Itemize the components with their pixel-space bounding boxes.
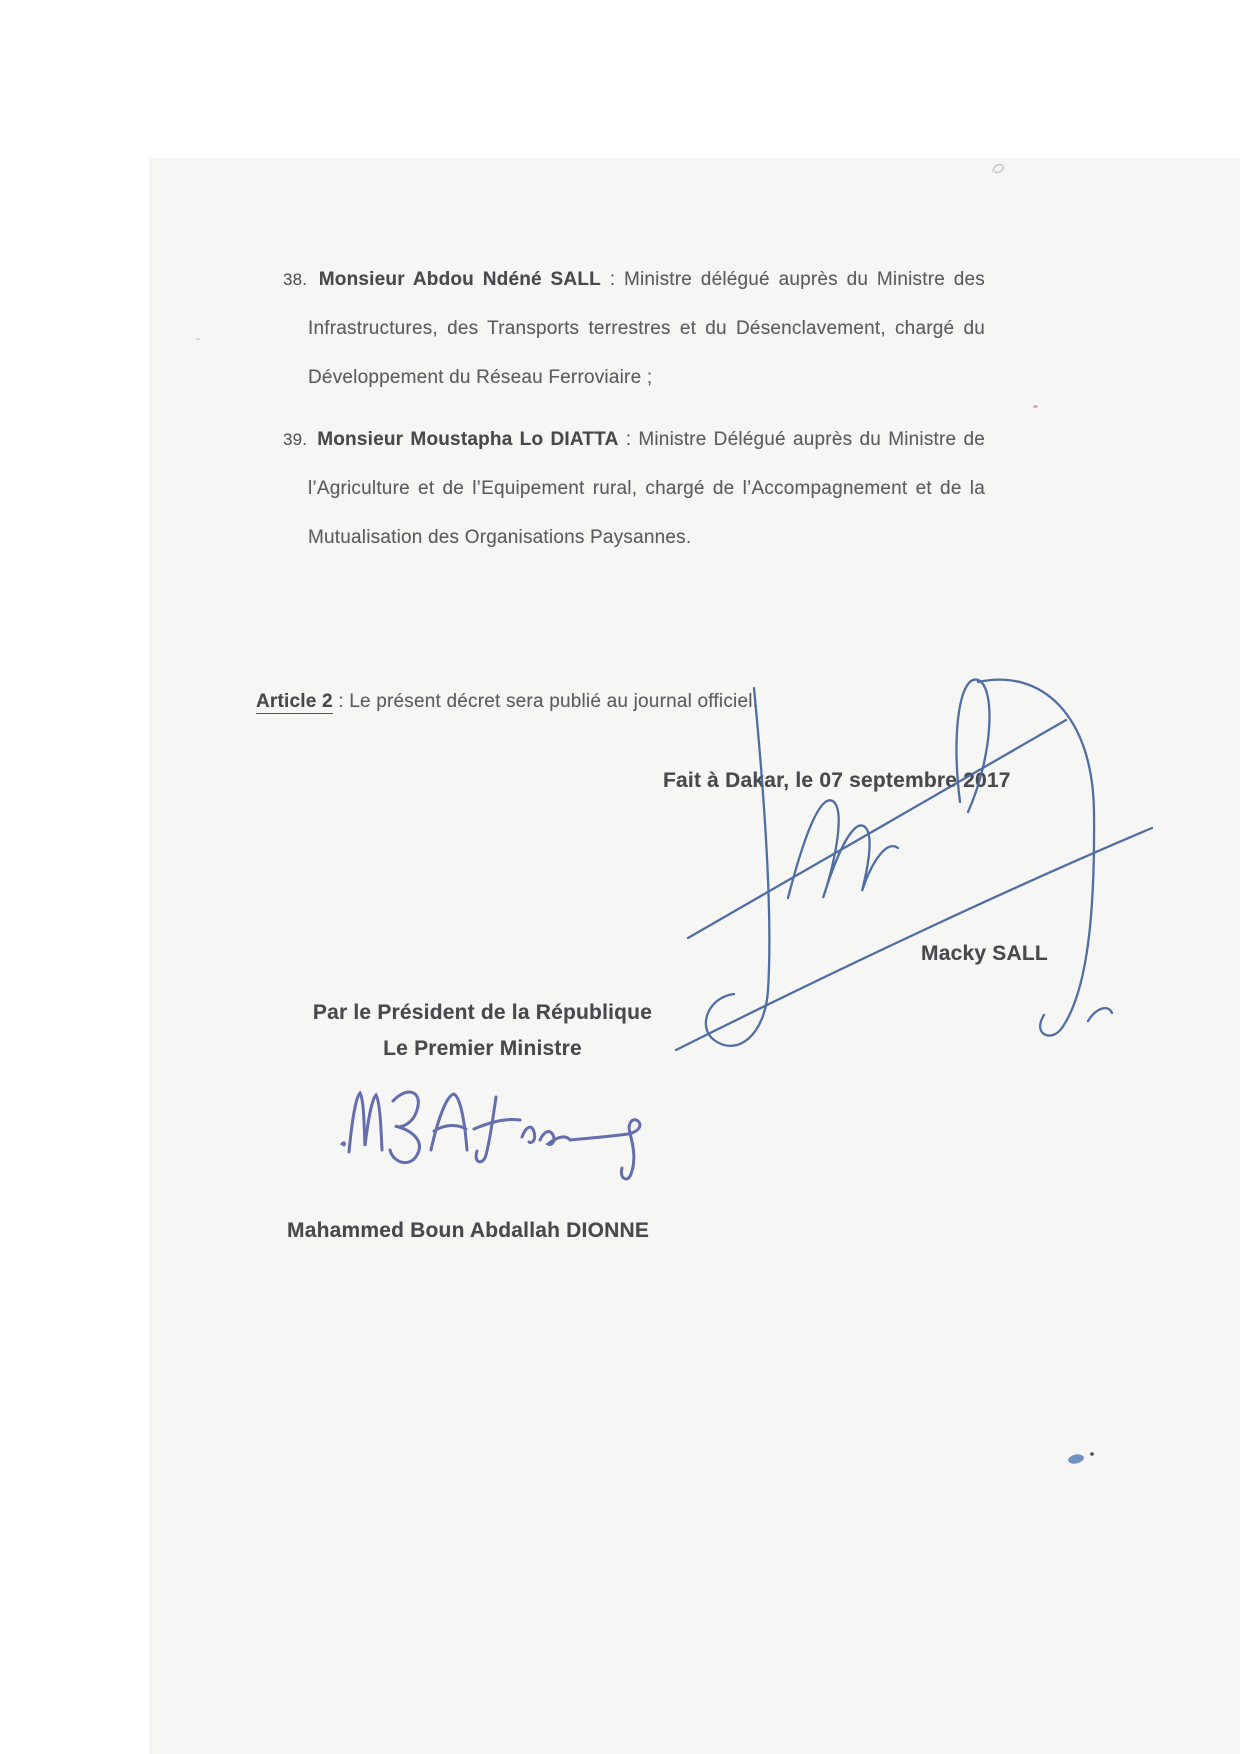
article-2-text: : Le présent décret sera publié au journal officiel. xyxy=(332,691,759,712)
article-2-label: Article 2 xyxy=(256,691,333,712)
list-item-39-line3 xyxy=(308,526,985,550)
president-signature xyxy=(660,660,1160,1060)
minister-title: : Ministre délégué auprès du Ministre des xyxy=(609,269,985,290)
minister-name: Monsieur Moustapha Lo DIATTA xyxy=(317,429,619,450)
scan-smudge-mark xyxy=(990,162,1006,176)
list-item-39-line1 xyxy=(283,428,985,452)
ink-blot-mark xyxy=(1062,1446,1106,1470)
red-speck-mark xyxy=(1033,405,1038,408)
list-number: 39. xyxy=(283,430,308,449)
minister-name: Monsieur Abdou Ndéné SALL xyxy=(318,269,601,290)
list-item-39-line2 xyxy=(308,477,985,501)
dateline: Fait à Dakar, le 07 septembre 2017 xyxy=(663,769,1011,792)
gray-speck-mark xyxy=(196,338,200,340)
president-name: Macky SALL xyxy=(921,942,1048,965)
minister-title-end: Développement du Réseau Ferroviaire ; xyxy=(308,367,653,388)
list-item-38-line1 xyxy=(283,268,985,292)
minister-title-cont: l’Agriculture et de l’Equipement rural, chargé de l’Accompagnement et de la xyxy=(308,478,985,499)
prime-minister-signature xyxy=(300,1080,660,1200)
minister-title-cont: Infrastructures, des Transports terrestres et du Désenclavement, chargé du xyxy=(308,318,985,339)
countersign-line1: Par le Président de la République xyxy=(312,1001,653,1024)
list-item-38-line2 xyxy=(308,317,985,341)
minister-title: : Ministre Délégué auprès du Ministre de xyxy=(625,429,986,450)
pm-name: Mahammed Boun Abdallah DIONNE xyxy=(287,1219,650,1242)
minister-title-end: Mutualisation des Organisations Paysannes. xyxy=(308,527,692,548)
list-item-38-line3 xyxy=(308,366,985,390)
countersign-line2: Le Premier Ministre xyxy=(383,1037,582,1060)
list-number: 38. xyxy=(283,270,308,289)
